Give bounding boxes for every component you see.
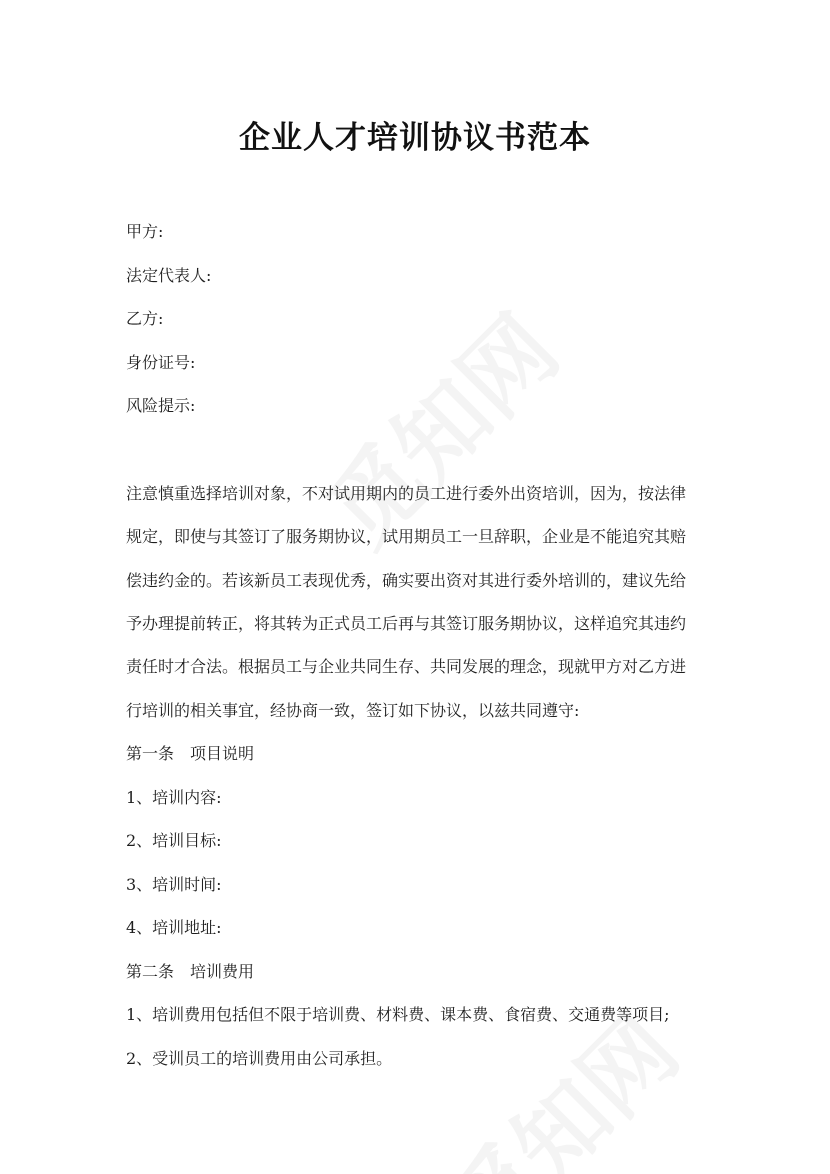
field-party-a: 甲方: bbox=[126, 222, 164, 241]
paragraph-line: 行培训的相关事宜，经协商一致，签订如下协议，以兹共同遵守: bbox=[126, 701, 580, 720]
article-1-item: 4、培训地址: bbox=[126, 918, 222, 937]
document-title: 企业人才培训协议书范本 bbox=[239, 120, 591, 156]
paragraph-line: 偿违约金的。若该新员工表现优秀，确实要出资对其进行委外培训的，建议先给 bbox=[126, 571, 687, 590]
article-1-item: 3、培训时间: bbox=[126, 875, 222, 894]
paragraph-line: 规定，即使与其签订了服务期协议，试用期员工一旦辞职，企业是不能追究其赔 bbox=[126, 527, 687, 546]
article-2-item: 2、受训员工的培训费用由公司承担。 bbox=[126, 1049, 393, 1068]
field-party-b: 乙方: bbox=[126, 309, 164, 328]
paragraph-line: 责任时才合法。根据员工与企业共同生存、共同发展的理念，现就甲方对乙方进 bbox=[126, 657, 687, 676]
article-2-item: 1、培训费用包括但不限于培训费、材料费、课本费、食宿费、交通费等项目; bbox=[126, 1005, 670, 1024]
paragraph-line: 予办理提前转正，将其转为正式员工后再与其签订服务期协议，这样追究其违约 bbox=[126, 614, 687, 633]
article-1-item: 1、培训内容: bbox=[126, 788, 222, 807]
field-id-number: 身份证号: bbox=[126, 353, 196, 372]
paragraph-line: 注意慎重选择培训对象，不对试用期内的员工进行委外出资培训，因为，按法律 bbox=[126, 484, 687, 503]
article-1-heading: 第一条 项目说明 bbox=[126, 744, 255, 763]
field-risk-notice: 风险提示: bbox=[126, 396, 196, 415]
field-legal-representative: 法定代表人: bbox=[126, 266, 212, 285]
article-2-heading: 第二条 培训费用 bbox=[126, 962, 255, 981]
article-1-item: 2、培训目标: bbox=[126, 831, 222, 850]
